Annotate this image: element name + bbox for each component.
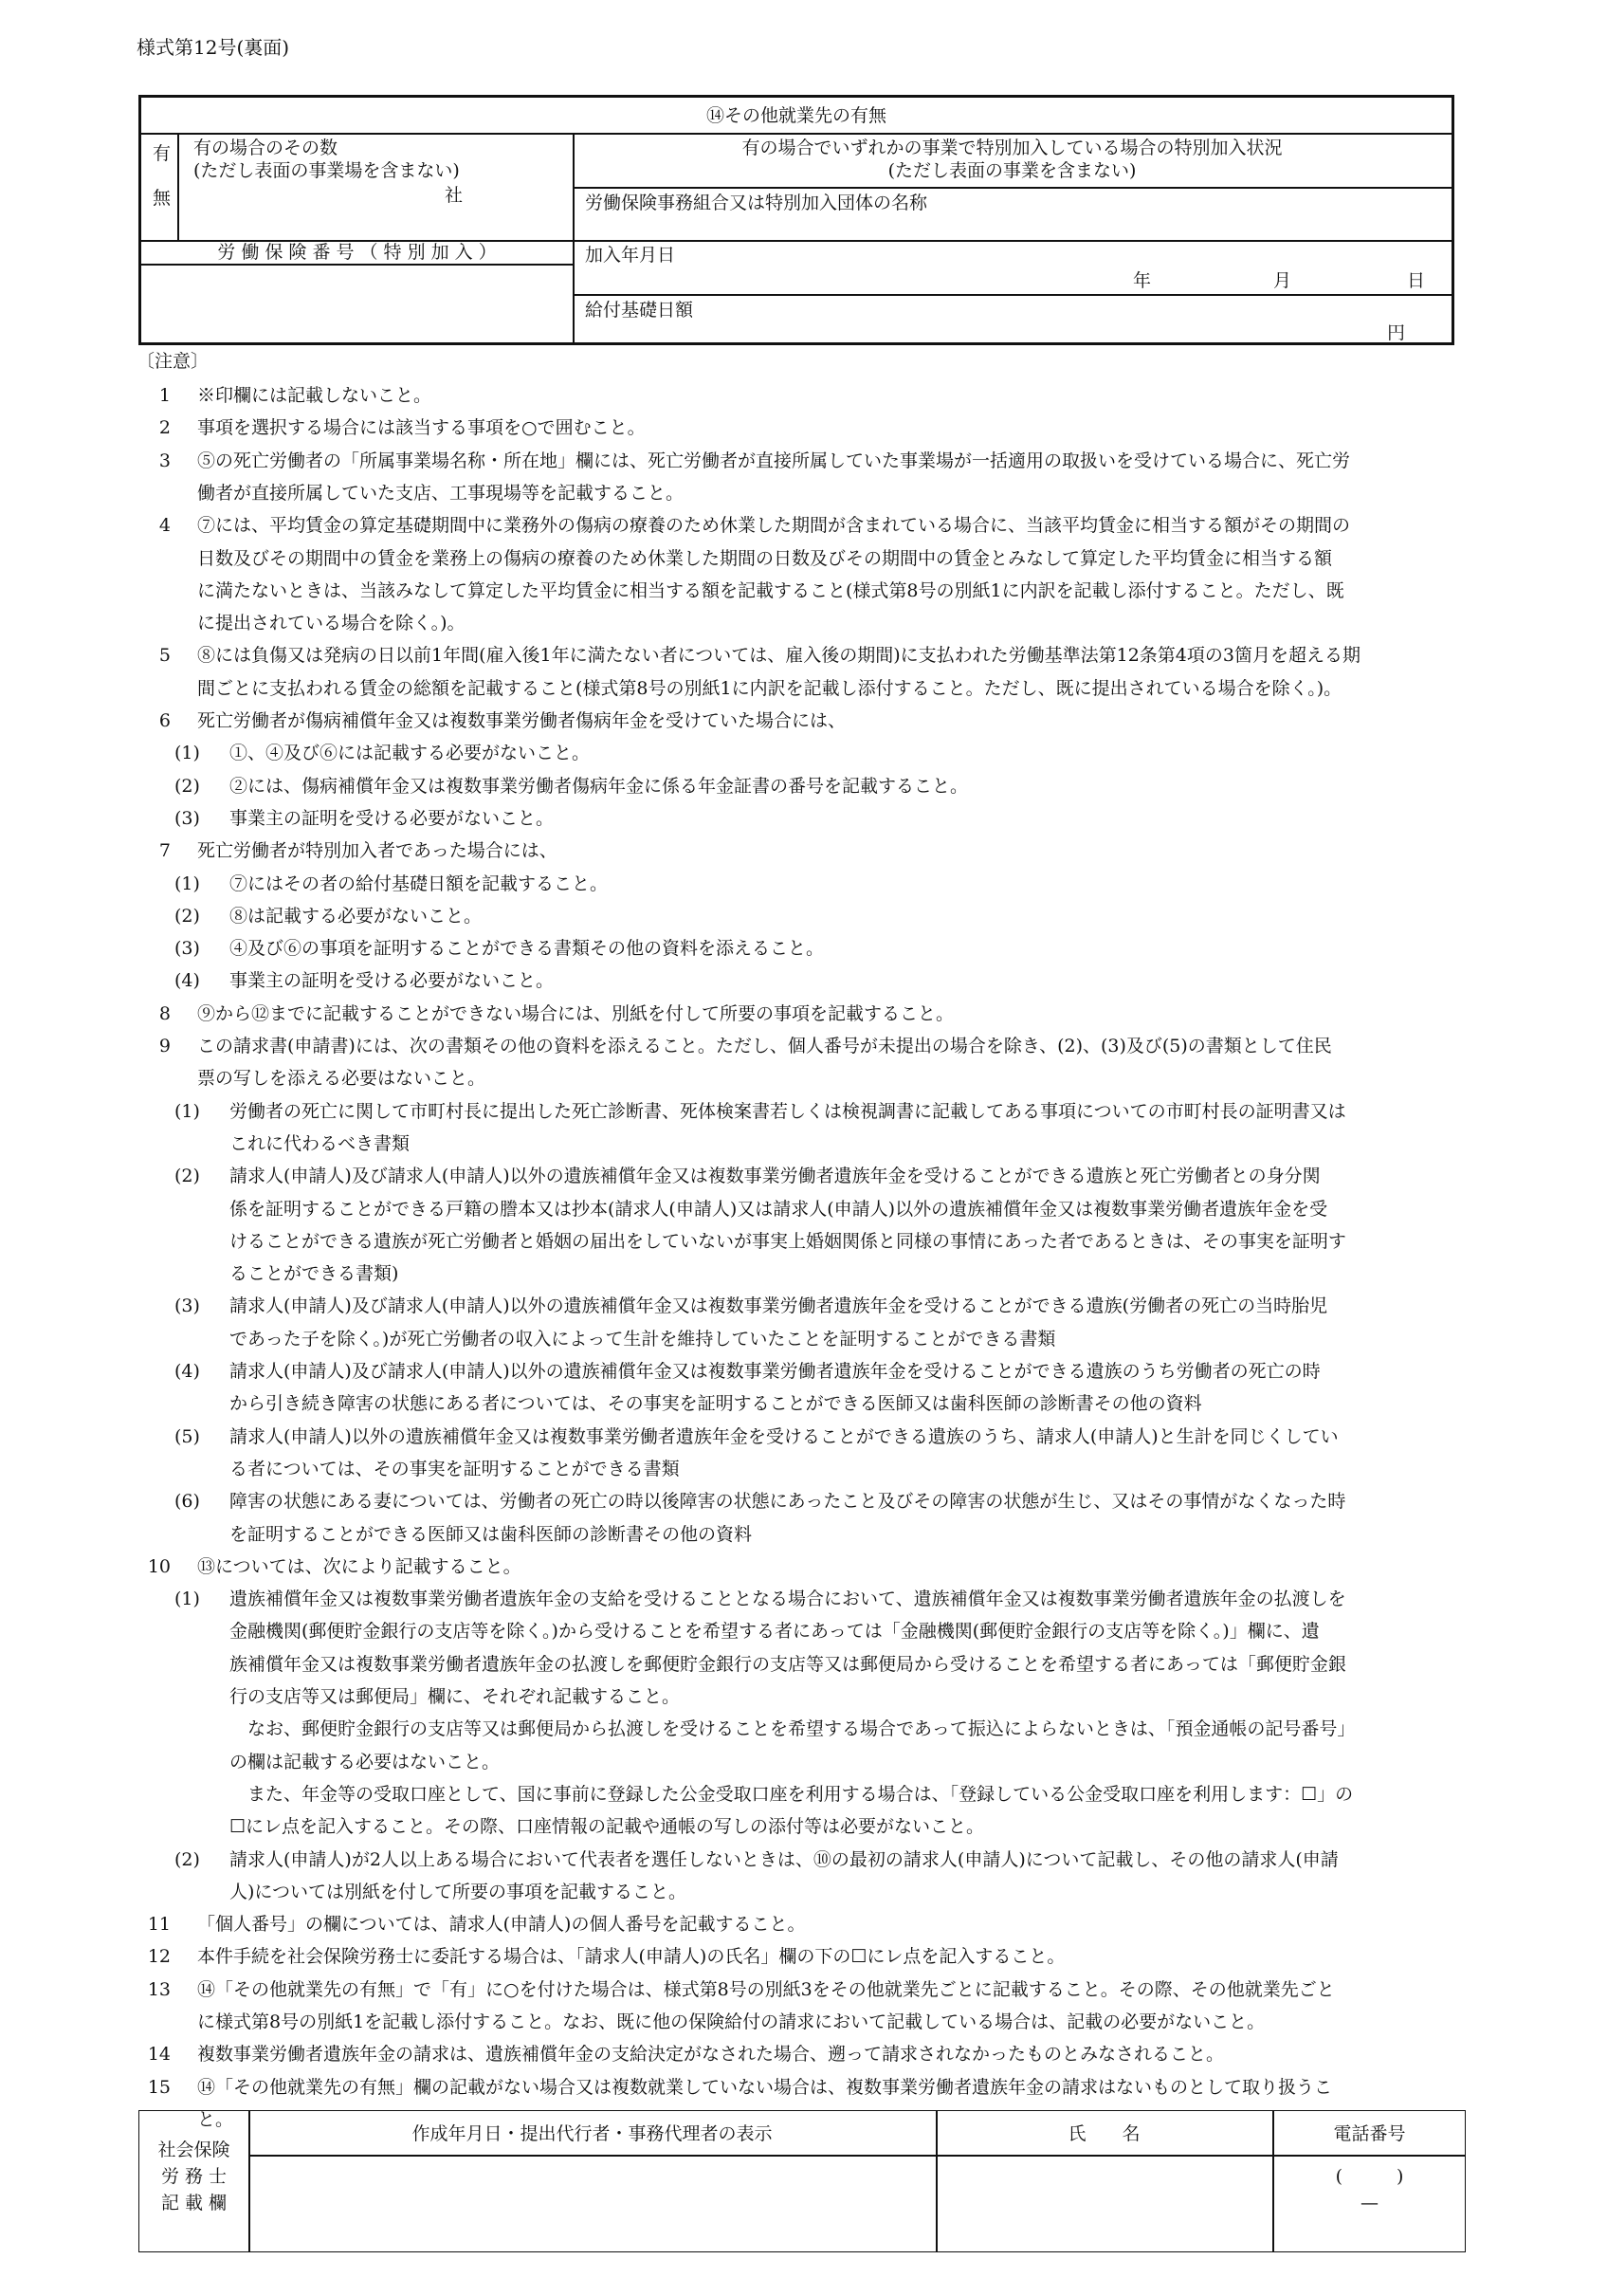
note-sub-number: (3): [174, 1295, 200, 1317]
note-text-line: ⑨から⑫までに記載することができない場合には、別紙を付して所要の事項を記載すること。: [197, 1002, 955, 1024]
note-sub-number: (4): [174, 970, 200, 992]
month-unit: 月: [1273, 270, 1292, 291]
note-text-line: 死亡労働者が傷病補償年金又は複数事業労働者傷病年金を受けていた場合には、: [197, 710, 847, 731]
note-number: 15: [147, 2076, 171, 2098]
table-divider: [177, 133, 179, 240]
note-sub-number: (2): [174, 1166, 200, 1187]
note-text-line: ☐にレ点を記入すること。その際、口座情報の記載や通帳の写しの添付等は必要がないこと。: [229, 1816, 985, 1838]
note-text-line: けることができる遺族が死亡労働者と婚姻の届出をしていないが事実上婚姻関係と同様の事情にあった者であるときは、その事実を証明す: [229, 1230, 1346, 1252]
note-text-line: ⑭「その他就業先の有無」欄の記載がない場合又は複数就業していない場合は、複数事業労働者遺族年金の請求はないものとして取り扱うこ: [197, 2076, 1333, 2098]
no-option[interactable]: 無: [153, 188, 172, 209]
note-text-line: ②には、傷病補償年金又は複数事業労働者傷病年金に係る年金証書の番号を記載すること。: [229, 775, 969, 797]
note-sub-number: (1): [174, 1589, 200, 1610]
note-number: 12: [147, 1946, 171, 1968]
note-text-line: 事業主の証明を受ける必要がないこと。: [229, 807, 555, 829]
join-date-label: 加入年月日: [585, 245, 676, 266]
note-text-line: に様式第8号の別紙1を記載し添付すること。なお、既に他の保険給付の請求において記載している場合は、記載の必要がないこと。: [197, 2011, 1266, 2032]
note-number: 9: [158, 1036, 171, 1056]
insurance-number-label: 労 働 保 険 番 号 （ 特 別 加 入 ）: [217, 242, 497, 263]
table-divider: [573, 187, 1452, 189]
phone-dash: —: [1360, 2193, 1379, 2213]
note-text-line: から引き続き障害の状態にある者については、その事実を証明することができる医師又は歯科医師の診断書その他の資料: [229, 1393, 1202, 1415]
note-text-line: 票の写しを添える必要はないこと。: [197, 1068, 486, 1090]
table-divider: [573, 294, 1452, 296]
note-text-line: 働者が直接所属していた支店、工事現場等を記載すること。: [197, 482, 685, 504]
notes-heading: 〔注意〕: [137, 351, 210, 372]
note-text-line: 係を証明することができる戸籍の謄本又は抄本(請求人(申請人)又は請求人(申請人)以外の遺族補償年金又は複数事業労働者遺族年金を受: [229, 1198, 1328, 1220]
sharoushi-table: [138, 2110, 1466, 2252]
benefit-base-label: 給付基礎日額: [585, 300, 694, 321]
note-text-line: なお、郵便貯金銀行の支店等又は郵便局から払渡しを受けることを希望する場合であって振込によらないときは、「預金通帳の記号番号」: [229, 1718, 1356, 1740]
note-number: 1: [158, 385, 171, 406]
note-text-line: 労働者の死亡に関して市町村長に提出した死亡診断書、死体検案書若しくは検視調書に記載してある事項についての市町村長の証明書又は: [229, 1100, 1346, 1122]
note-sub-number: (1): [174, 743, 200, 764]
note-text-line: に満たないときは、当該みなして算定した平均賃金に相当する額を記載すること(様式第8号の別紙1に内訳を記載し添付すること。ただし、既: [197, 579, 1344, 601]
union-name-label: 労働保険事務組合又は特別加入団体の名称: [585, 193, 928, 213]
note-text-line: 本件手続を社会保険労務士に委託する場合は、「請求人(申請人)の氏名」欄の下の☐にレ点を記入すること。: [197, 1946, 1066, 1968]
note-text-line: 複数事業労働者遺族年金の請求は、遺族補償年金の支給決定がなされた場合、遡って請求されなかったものとみなされること。: [197, 2044, 1225, 2066]
note-text-line: ⑭「その他就業先の有無」で「有」に○を付けた場合は、様式第8号の別紙3をその他就業先ごとに記載すること。その際、その他就業先ごと: [197, 1978, 1335, 2000]
table-divider: [141, 264, 573, 266]
note-number: 8: [158, 1002, 171, 1024]
note-text-line: 請求人(申請人)及び請求人(申請人)以外の遺族補償年金又は複数事業労働者遺族年金を受けることができる遺族と死亡労働者との身分関: [229, 1166, 1321, 1187]
yes-option[interactable]: 有: [153, 143, 172, 164]
note-text-line: これに代わるべき書類: [229, 1132, 411, 1154]
note-number: 6: [158, 710, 171, 731]
note-number: 14: [147, 2044, 171, 2066]
note-sub-number: (3): [174, 938, 200, 960]
note-text-line: る者については、その事実を証明することができる書類: [229, 1458, 680, 1479]
note-sub-number: (1): [174, 872, 200, 894]
form-title: 様式第12号(裏面): [137, 36, 290, 59]
note-sub-number: (6): [174, 1491, 200, 1513]
note-text-line: 請求人(申請人)以外の遺族補償年金又は複数事業労働者遺族年金を受けることができる遺族のうち、請求人(申請人)と生計を同じくしてい: [229, 1425, 1339, 1447]
note-number: 3: [158, 450, 171, 471]
note-sub-number: (4): [174, 1361, 200, 1382]
note-text-line: 金融機関(郵便貯金銀行の支店等を除く。)から受けることを希望する者にあっては「金融機関(郵便貯金銀行の支店等を除く。)」欄に、遺: [229, 1621, 1320, 1643]
note-text-line: ⑦には、平均賃金の算定基礎期間中に業務外の傷病の療養のため休業した期間が含まれている場合に、当該平均賃金に相当する額がその期間の: [197, 515, 1351, 537]
day-unit: 日: [1407, 270, 1426, 291]
note-number: 5: [158, 645, 171, 667]
sharoushi-label-3: 記 載 欄: [160, 2193, 228, 2213]
note-number: 7: [158, 840, 171, 862]
note-text-line: を証明することができる医師又は歯科医師の診断書その他の資料: [229, 1523, 753, 1545]
name-header: 氏 名: [1068, 2123, 1141, 2144]
note-text-line: 「個人番号」の欄については、請求人(申請人)の個人番号を記載すること。: [197, 1914, 806, 1936]
note-sub-number: (1): [174, 1100, 200, 1122]
note-text-line: また、年金等の受取口座として、国に事前に登録した公金受取口座を利用する場合は、「登録している公金受取口座を利用します：☐」の: [229, 1783, 1354, 1805]
note-text-line: 請求人(申請人)及び請求人(申請人)以外の遺族補償年金又は複数事業労働者遺族年金を受けることができる遺族のうち労働者の死亡の時: [229, 1361, 1321, 1382]
note-text-line: ⑧には負傷又は発病の日以前1年間(雇入後1年に満たない者については、雇入後の期間)に支払われた労働基準法第12条第4項の3箇月を超える期: [197, 645, 1360, 667]
note-text-line: 族補償年金又は複数事業労働者遺族年金の払渡しを郵便貯金銀行の支店等又は郵便局から受けることを希望する者にあっては「郵便貯金銀: [229, 1653, 1346, 1675]
note-text-line: 事業主の証明を受ける必要がないこと。: [229, 970, 555, 992]
year-unit: 年: [1133, 270, 1152, 291]
note-number: 11: [147, 1914, 171, 1936]
note-text-line: ④及び⑥の事項を証明することができる書類その他の資料を添えること。: [229, 938, 825, 960]
preparer-display-header: 作成年月日・提出代行者・事務代理者の表示: [411, 2123, 773, 2144]
note-number: 13: [147, 1978, 171, 2000]
note-text-line: 死亡労働者が特別加入者であった場合には、: [197, 840, 557, 862]
table-divider: [141, 133, 1452, 135]
special-join-note: (ただし表面の事業を含まない): [887, 160, 1137, 181]
note-text-line: 人)については別紙を付して所要の事項を記載すること。: [229, 1881, 687, 1902]
note-text-line: 行の支店等又は郵便局」欄に、それぞれ記載すること。: [229, 1686, 681, 1707]
note-text-line: ⑦にはその者の給付基礎日額を記載すること。: [229, 872, 609, 894]
yen-unit: 円: [1387, 322, 1406, 343]
note-text-line: に提出されている場合を除く。)。: [197, 613, 466, 634]
other-count-label: 有の場合のその数: [193, 138, 338, 158]
section-header: ⑭その他就業先の有無: [705, 105, 886, 126]
note-sub-number: (3): [174, 807, 200, 829]
note-text-line: 障害の状態にある妻については、労働者の死亡の時以後障害の状態にあったこと及びその障害の状態が生じ、又はその事情がなくなった時: [229, 1491, 1346, 1513]
note-text-line: ることができる書類): [229, 1263, 399, 1285]
note-text-line: ⑤の死亡労働者の「所属事業場名称・所在地」欄には、死亡労働者が直接所属していた事業場が一括適用の取扱いを受けている場合に、死亡労: [197, 450, 1351, 471]
sharoushi-label-1: 社会保険: [157, 2140, 230, 2160]
note-text-line: この請求書(申請書)には、次の書類その他の資料を添えること。ただし、個人番号が未提出の場合を除き、(2)、(3)及び(5)の書類として住民: [197, 1036, 1332, 1056]
note-text-line: の欄は記載する必要はないこと。: [229, 1751, 501, 1773]
note-text-line: と。: [197, 2108, 234, 2130]
count-unit: 社: [445, 185, 464, 206]
note-text-line: 間ごとに支払われる賃金の総額を記載すること(様式第8号の別紙1に内訳を記載し添付すること。ただし、既に提出されている場合を除く。)。: [197, 677, 1342, 699]
note-sub-number: (2): [174, 1848, 200, 1870]
table-divider: [248, 2155, 1465, 2157]
phone-area-code[interactable]: ( ): [1335, 2166, 1404, 2187]
note-text-line: ①、④及び⑥には記載する必要がないこと。: [229, 743, 591, 764]
other-count-note: (ただし表面の事業場を含まない): [193, 160, 460, 181]
note-text-line: 事項を選択する場合には該当する事項を○で囲むこと。: [197, 417, 646, 439]
note-number: 2: [158, 417, 171, 439]
note-text-line: 請求人(申請人)が2人以上ある場合において代表者を選任しないときは、⑩の最初の請求人(申請人)について記載し、その他の請求人(申請: [229, 1848, 1339, 1870]
note-text-line: 請求人(申請人)及び請求人(申請人)以外の遺族補償年金又は複数事業労働者遺族年金を受けることができる遺族(労働者の死亡の当時胎児: [229, 1295, 1328, 1317]
note-number: 10: [147, 1555, 171, 1577]
special-join-label: 有の場合でいずれかの事業で特別加入している場合の特別加入状況: [741, 138, 1283, 158]
note-text-line: ⑬については、次により記載すること。: [197, 1555, 521, 1577]
note-sub-number: (2): [174, 905, 200, 927]
phone-header: 電話番号: [1333, 2123, 1406, 2144]
note-text-line: ⑧は記載する必要がないこと。: [229, 905, 483, 927]
other-employment-table: [138, 95, 1454, 345]
note-text-line: 遺族補償年金又は複数事業労働者遺族年金の支給を受けることとなる場合において、遺族補償年金又は複数事業労働者遺族年金の払渡しを: [229, 1589, 1346, 1610]
sharoushi-label-2: 労 務 士: [160, 2166, 228, 2187]
note-text-line: 日数及びその期間中の賃金を業務上の傷病の療養のため休業した期間の日数及びその期間中の賃金とみなして算定した平均賃金に相当する額: [197, 547, 1333, 569]
note-text-line: であった子を除く。)が死亡労働者の収入によって生計を維持していたことを証明することができる書類: [229, 1328, 1056, 1350]
note-number: 4: [158, 515, 171, 537]
note-sub-number: (2): [174, 775, 200, 797]
note-sub-number: (5): [174, 1425, 200, 1447]
note-text-line: ※印欄には記載しないこと。: [197, 385, 432, 406]
